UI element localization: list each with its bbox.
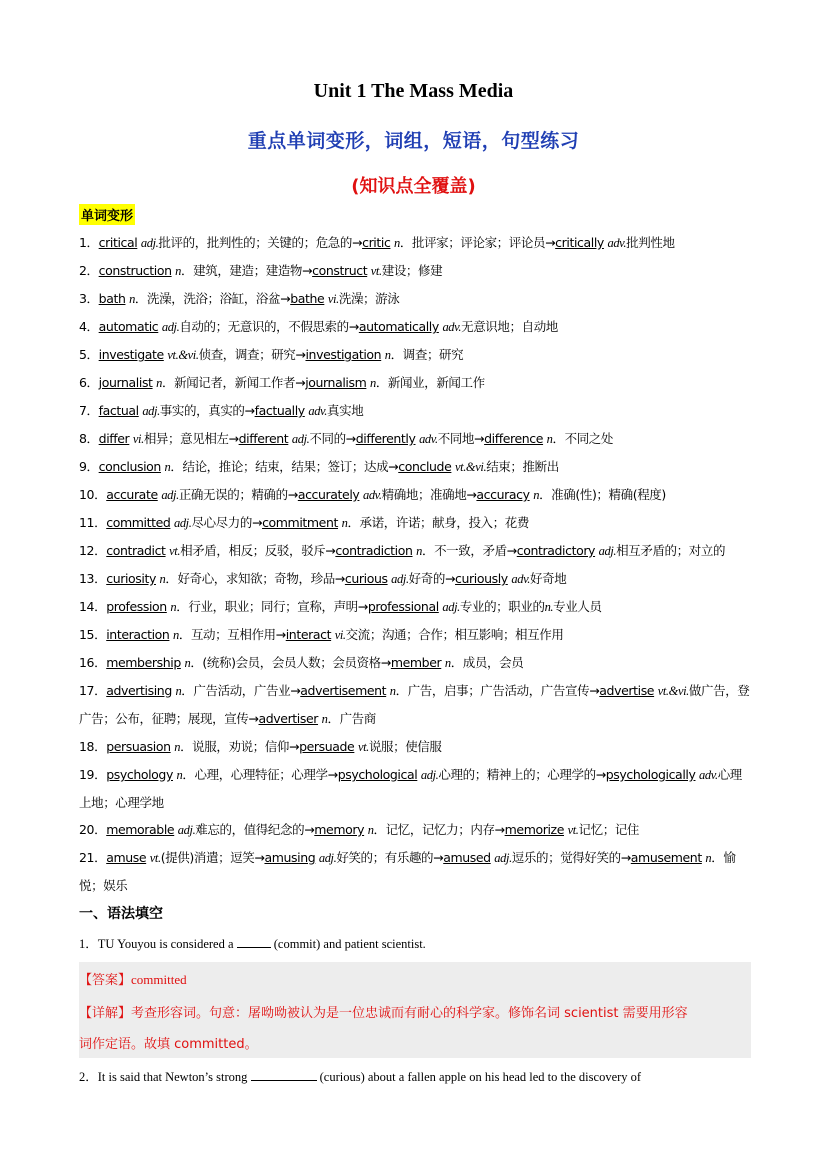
word-form-entry: 18．persuasion n．说服，劝说；信仰→persuade vt.说服；使信服: [79, 739, 442, 754]
word-form-entry: 3．bath n．洗澡，洗浴；浴缸，浴盆→bathe vi.洗澡；游泳: [79, 291, 400, 306]
word-form-entry: 11．committed adj.尽心尽力的→commitment n．承诺，许诺；献身，投入；花费: [79, 515, 529, 530]
word-form-list: [79, 229, 751, 899]
word-form-entry: 2．construction n．建筑，建造；建造物→construct vt.建设；修建: [79, 263, 443, 278]
word-form-entry: 15．interaction n．互动；互相作用→interact vi.交流；沟通；合作；相互影响；相互作用: [79, 627, 564, 642]
detail-text-1: 考查形容词。句意：屠呦呦被认为是一位忠诚而有耐心的科学家。修饰名词 scientist 需要用形容: [131, 1006, 688, 1021]
word-form-entry: 12．contradict vt.相矛盾，相反；反驳，驳斥→contradiction n．不一致，矛盾→contradictory adj.相互矛盾的；对立的: [79, 543, 726, 558]
answer-line: [79, 969, 187, 988]
page-subtitle: 重点单词变形，词组，短语，句型练习: [247, 130, 580, 152]
detail-line-2: [79, 1033, 258, 1052]
page-title: Unit 1 The Mass Media: [313, 80, 514, 102]
question-1-text-before: 1．TU Youyou is considered a: [79, 937, 234, 951]
question-2-text-after: (curious) about a fallen apple on his head led to the discovery of: [319, 1070, 642, 1084]
detail-text-2: 词作定语。故填 committed。: [79, 1037, 258, 1052]
word-form-entry: 8．differ vi.相异；意见相左→different adj.不同的→differently adv.不同地→difference n．不同之处: [79, 431, 614, 446]
answer-box: [79, 962, 751, 1058]
word-form-entry: 21．amuse vt.(提供)消遣；逗笑→amusing adj.好笑的；有乐趣的→amused adj.逗乐的；觉得好笑的→amusement n．愉悦；娱乐: [79, 850, 736, 893]
word-form-entry: 14．profession n．行业，职业；同行；宣称，声明→professional adj.专业的；职业的n.专业人员: [79, 599, 602, 614]
question-1-blank[interactable]: [237, 935, 271, 948]
answer-label: 【答案】: [79, 973, 132, 988]
word-form-entry: 13．curiosity n．好奇心，求知欲；奇物，珍品→curious adj.好奇的→curiously adv.好奇地: [79, 571, 567, 586]
word-form-entry: 7．factual adj.事实的，真实的→factually adv.真实地: [79, 403, 364, 418]
word-form-entry: 10．accurate adj.正确无误的；精确的→accurately adv.精确地；准确地→accuracy n．准确(性)；精确(程度): [79, 487, 666, 502]
word-form-entry: 16．membership n．(统称)会员，会员人数；会员资格→member n．成员，会员: [79, 655, 524, 670]
section-heading-grammar-fill: 一、语法填空: [79, 906, 163, 922]
word-form-entry: 4．automatic adj.自动的；无意识的，不假思索的→automatically adv.无意识地；自动地: [79, 319, 558, 334]
page-subtitle-coverage: (知识点全覆盖): [351, 176, 476, 197]
question-2-text-before: 2．It is said that Newton’s strong: [79, 1070, 248, 1084]
question-1-text-after: (commit) and patient scientist.: [273, 937, 426, 951]
question-2: [79, 1067, 641, 1085]
question-2-blank[interactable]: [251, 1068, 317, 1081]
detail-line-1: [79, 1002, 688, 1021]
word-form-entry: 9．conclusion n．结论，推论；结束，结果；签订；达成→conclude vt.&vi.结束；推断出: [79, 459, 559, 474]
question-1: [79, 934, 426, 952]
word-form-entry: 19．psychology n．心理，心理特征；心理学→psychological adj.心理的；精神上的；心理学的→psychologically adv.心理上地；心理学地: [79, 767, 742, 810]
word-form-entry: 5．investigate vt.&vi.侦查，调查；研究→investigation n．调查；研究: [79, 347, 464, 362]
detail-label: 【详解】: [79, 1006, 132, 1021]
word-form-entry: 17．advertising n．广告活动，广告业→advertisement n．广告，启事；广告活动，广告宣传→advertise vt.&vi.做广告，登广告；公布，征聘；展现，宣传→advertiser n．广告商: [79, 683, 750, 726]
section-tag-word-forms: 单词变形: [79, 204, 135, 225]
word-form-entry: 1．critical adj.批评的，批判性的；关键的；危急的→critic n．批评家；评论家；评论员→critically adv.批判性地: [79, 235, 675, 250]
word-form-entry: 20．memorable adj.难忘的，值得纪念的→memory n．记忆，记忆力；内存→memorize vt.记忆；记住: [79, 822, 640, 837]
answer-text: committed: [131, 972, 187, 987]
word-form-entry: 6．journalist n．新闻记者，新闻工作者→journalism n．新闻业，新闻工作: [79, 375, 485, 390]
